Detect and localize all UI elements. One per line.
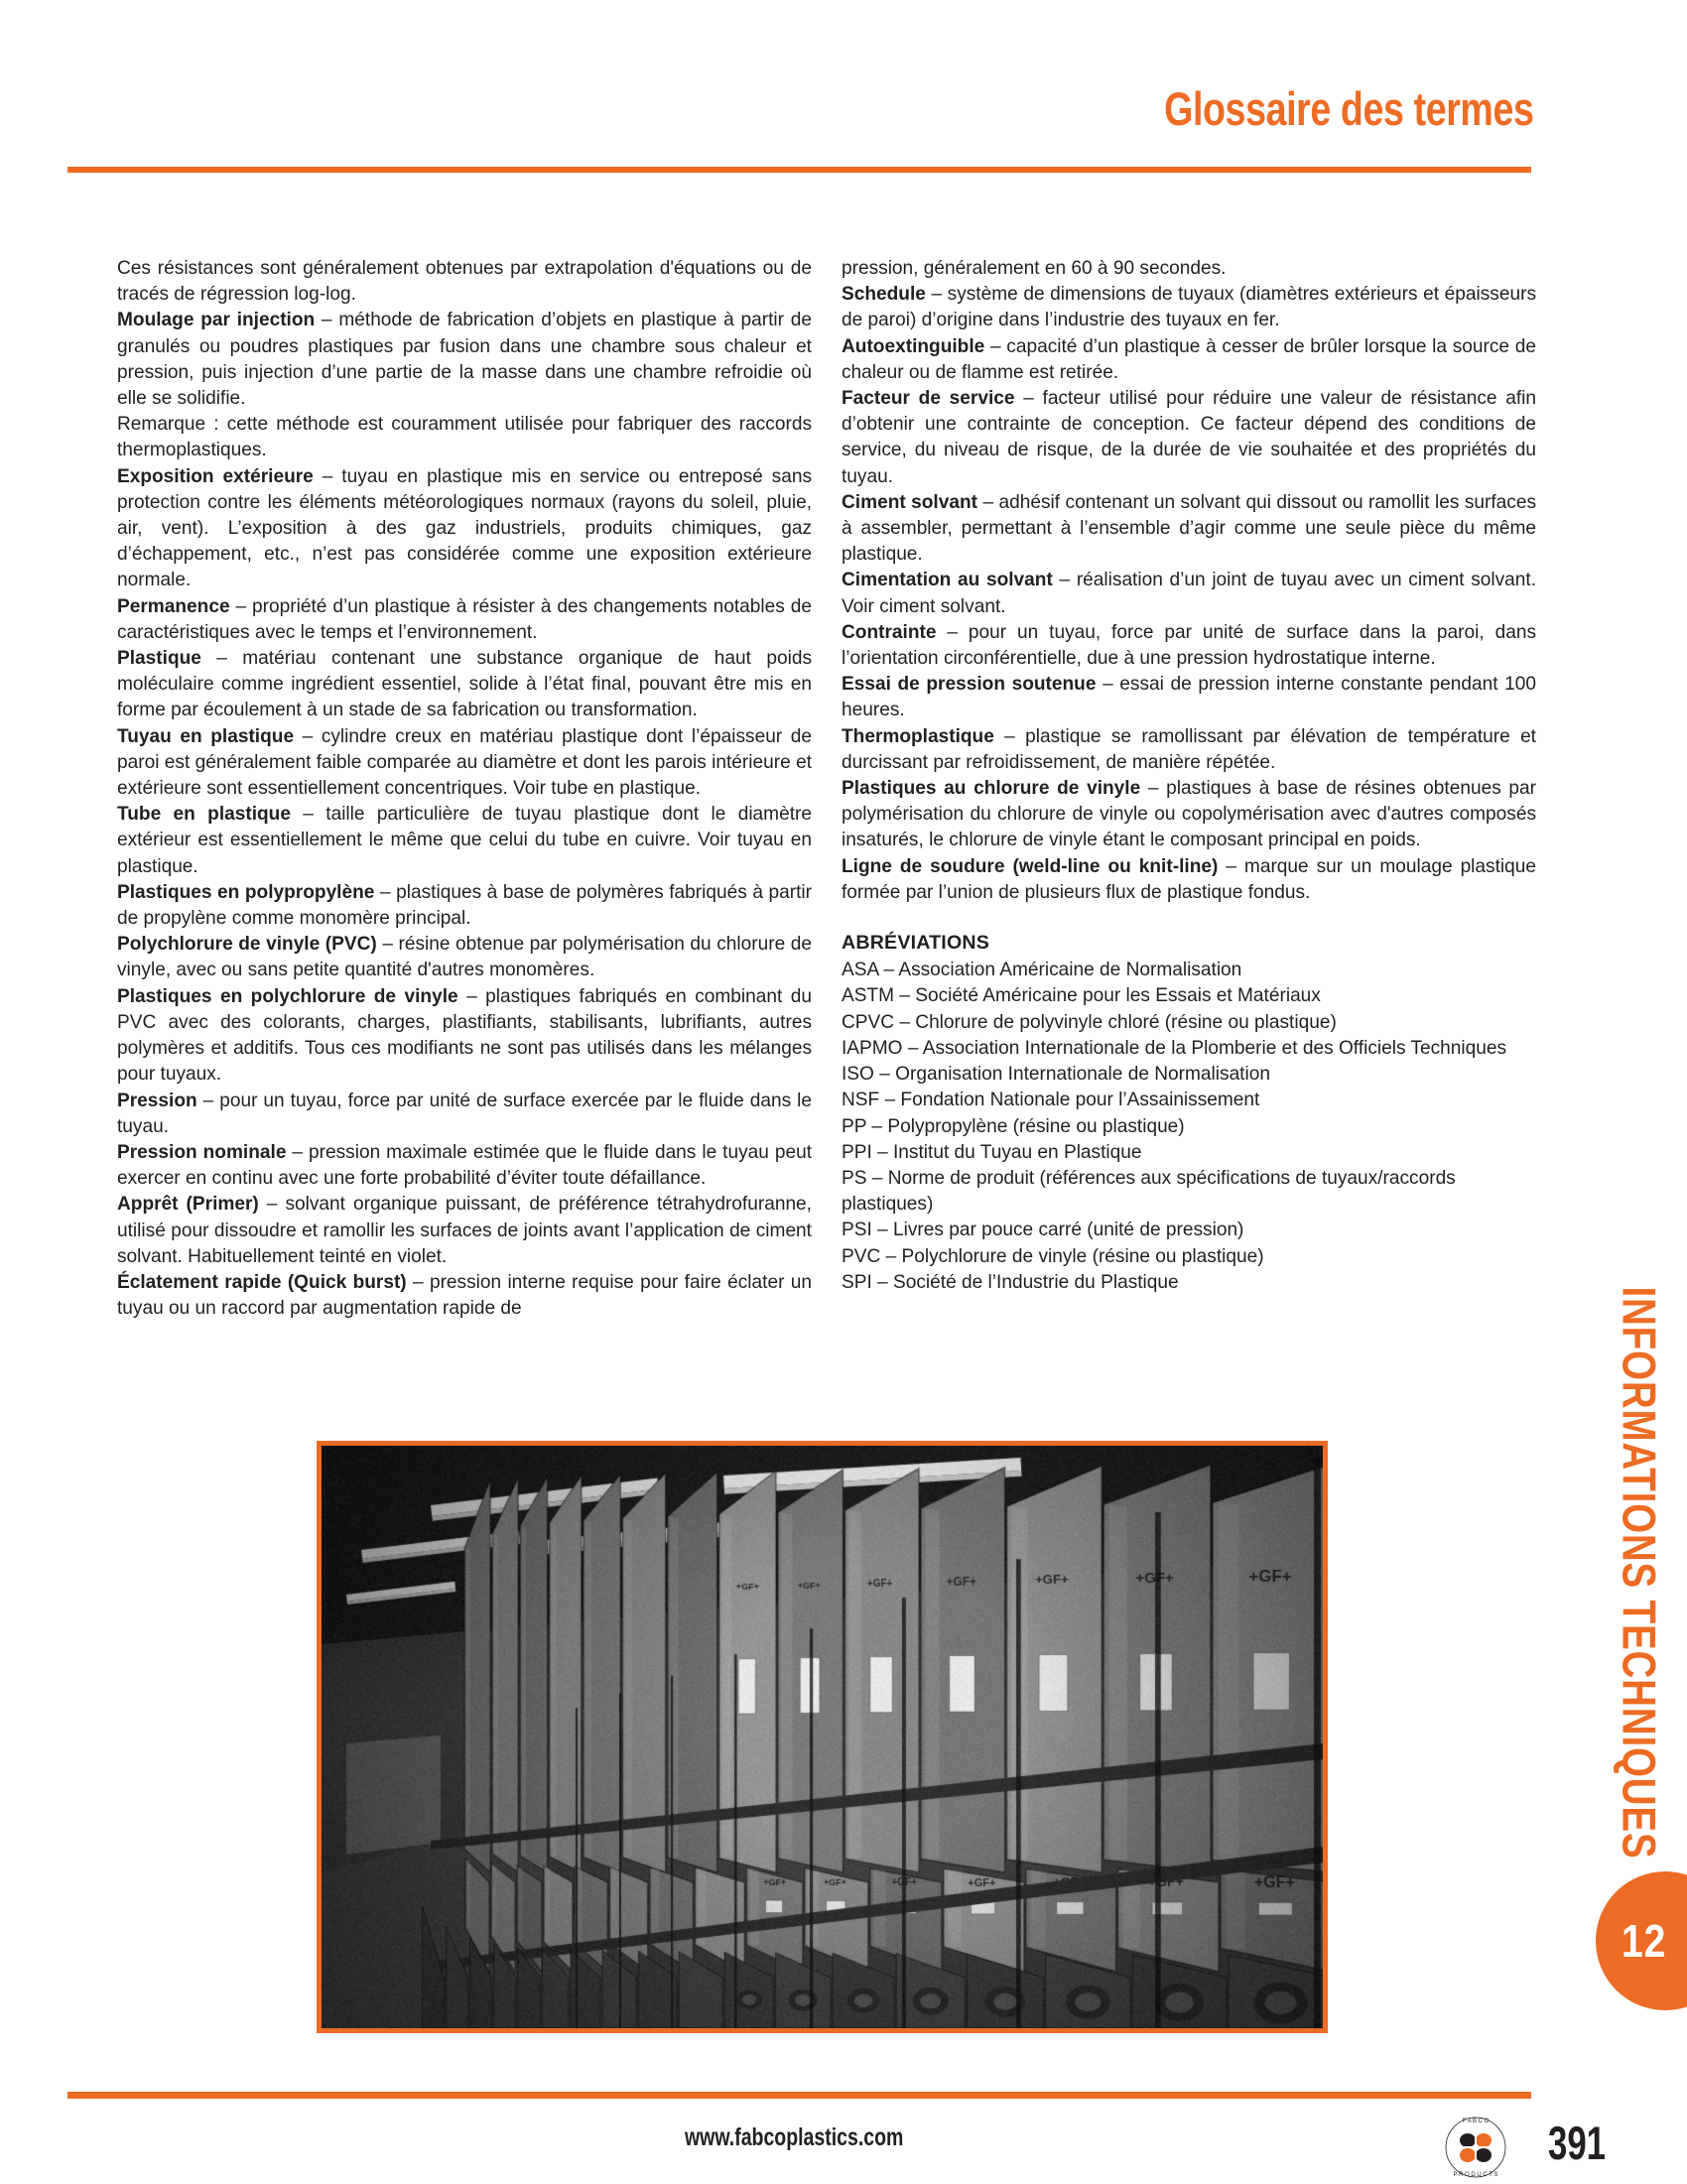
glossary-definition: – propriété d’un plastique à résister à des changements notables de caractéristiques avec le temps et l’environnement.: [117, 595, 812, 643]
glossary-definition: – marque sur un moulage plastique formée par l’union de plusieurs flux de plastique fondus.: [842, 855, 1536, 903]
glossary-term: Apprêt (Primer): [117, 1194, 259, 1216]
glossary-term: Tube en plastique: [117, 804, 291, 826]
glossary-entry: [842, 490, 1536, 569]
glossary-term: Autoextinguible: [842, 335, 985, 357]
glossary-definition: – solvant organique puissant, de préférence tétrahydrofuranne, utilisé pour dissoudre et ramollir les surfaces de joints avant l’application de ciment solvant. Habituellement teinté en violet.: [117, 1194, 812, 1267]
glossary-term: Contrainte: [842, 621, 937, 643]
fabco-products-logo-icon: [1444, 2116, 1507, 2179]
glossary-term: Essai de pression soutenue: [842, 674, 1097, 696]
glossary-term: Plastique: [117, 648, 201, 670]
right-text-column: [842, 256, 1536, 1296]
glossary-term: Thermoplastique: [842, 725, 994, 747]
glossary-entry: [117, 464, 812, 594]
glossary-entry: [117, 1140, 812, 1192]
glossary-definition: – pour un tuyau, force par unité de surface exercée par le fluide dans le tuyau.: [117, 1090, 812, 1137]
glossary-entry: [842, 776, 1536, 854]
glossary-entry: [117, 802, 812, 880]
glossary-definition: – plastiques fabriqués en combinant du PVC avec des colorants, charges, plastifiants, stabilisants, lubrifiants, autres polymères et additifs. Tous ces modifiants ne sont pas utilisés dans les mélanges pour tuyaux.: [117, 985, 812, 1086]
glossary-definition: – adhésif contenant un solvant qui dissout ou ramollit les surfaces à assembler, permettant à l’ensemble d’agir comme une seule pièce du même plastique.: [842, 491, 1537, 566]
glossary-entry: [842, 672, 1536, 723]
abbreviation-item: SPI – Société de l’Industrie du Plastique: [842, 1271, 1179, 1293]
glossary-definition: – capacité d’un plastique à cesser de brûler lorsque la source de chaleur ou de flamme est retirée.: [842, 335, 1536, 383]
glossary-definition: – facteur utilisé pour réduire une valeur de résistance afin d’obtenir une contrainte de conception. Ce facteur dépend des conditions de service, du niveau de risque, de la durée de vie souhaitée et des propriétés du tuyau.: [842, 388, 1536, 487]
abbreviation-item: PS – Norme de produit (références aux spécifications de tuyaux/raccords plastiques): [842, 1167, 1456, 1216]
glossary-term: Polychlorure de vinyle (PVC): [117, 934, 377, 956]
glossary-definition: – pression maximale estimée que le fluide dans le tuyau peut exercer en continu avec une forte probabilité d’éviter toute défaillance.: [117, 1141, 812, 1190]
left-text-column: [117, 256, 812, 1322]
glossary-term: Plastiques en polychlorure de vinyle: [117, 985, 458, 1007]
warehouse-photo-frame: [317, 1441, 1328, 2033]
glossary-term: Pression nominale: [117, 1141, 287, 1163]
glossary-definition: – système de dimensions de tuyaux (diamètres extérieurs et épaisseurs de paroi) d’origine dans l’industrie des tuyaux en fer.: [842, 284, 1536, 331]
glossary-term: Tuyau en plastique: [117, 725, 295, 747]
glossary-definition: – cylindre creux en matériau plastique dont l’épaisseur de paroi est généralement faible comparée au diamètre et dont les parois intérieure et extérieure sont essentiellement concentriques. Voir tube en plastique.: [117, 725, 812, 800]
glossary-definition: – tuyau en plastique mis en service ou entreposé sans protection contre les éléments météorologiques normaux (rayons du soleil, pluie, air, vent). L’exposition à des gaz industriels, produits chimiques, gaz d’échappement, etc., n’est pas considérée comme une exposition extérieure normale.: [117, 465, 812, 591]
glossary-definition: – résine obtenue par polymérisation du chlorure de vinyle, avec ou sans petite quantité d'autres monomères.: [117, 934, 812, 981]
abbreviation-item: NSF – Fondation Nationale pour l’Assainissement: [842, 1090, 1260, 1111]
glossary-entry: [117, 594, 812, 646]
abbreviations-list: [842, 958, 1536, 1296]
glossary-entry: [842, 282, 1536, 333]
glossary-definition: – taille particulière de tuyau plastique dont le diamètre extérieur est essentiellement le même que celui du tube en cuivre. Voir tuyau en plastique.: [117, 804, 812, 877]
glossary-entry: [117, 1270, 812, 1322]
glossary-entry: [117, 308, 812, 412]
abbreviations-heading: ABRÉVIATIONS: [842, 932, 989, 955]
glossary-entry: [117, 1089, 812, 1140]
glossary-entry: [842, 334, 1536, 386]
abbreviation-item: CPVC – Chlorure de polyvinyle chloré (résine ou plastique): [842, 1011, 1337, 1033]
glossary-definition: – plastique se ramollissant par élévation de température et durcissant par refroidissement, de manière répétée.: [842, 725, 1536, 773]
glossary-term: Facteur de service: [842, 388, 1015, 410]
glossary-definition: pression, généralement en 60 à 90 secondes.: [842, 258, 1227, 279]
side-tab-label: INFORMATIONS TECHNIQUES: [1613, 1286, 1666, 1860]
glossary-entry: [117, 724, 812, 803]
abbreviation-item: ISO – Organisation Internationale de Normalisation: [842, 1064, 1270, 1086]
glossary-term: Permanence: [117, 595, 230, 617]
warehouse-photo: [322, 1446, 1323, 2028]
glossary-entry: [117, 932, 812, 983]
abbreviation-item: ASTM – Société Américaine pour les Essais et Matériaux: [842, 985, 1321, 1007]
footer-page-number: 391: [1548, 2117, 1607, 2169]
glossary-entry: [842, 620, 1536, 672]
glossary-entry: [117, 984, 812, 1089]
abbreviation-item: PP – Polypropylène (résine ou plastique): [842, 1115, 1185, 1137]
glossary-term: Cimentation au solvant: [842, 570, 1053, 591]
glossary-entry: [842, 724, 1536, 776]
glossary-entry: [842, 854, 1536, 906]
abbreviation-item: PVC – Polychlorure de vinyle (résine ou plastique): [842, 1245, 1264, 1267]
glossary-entry: [117, 256, 812, 308]
abbreviations-section: [842, 930, 1536, 1296]
glossary-entry: [117, 880, 812, 932]
glossary-definition: – essai de pression interne constante pendant 100 heures.: [842, 674, 1536, 721]
glossary-term: Schedule: [842, 284, 926, 306]
glossary-definition: – méthode de fabrication d’objets en plastique à partir de granulés ou poudres plastiques par fusion dans une chambre sous chaleur et pression, puis injection d’une partie de la masse dans une chambre refroidie où elle se solidifie.: [117, 310, 812, 410]
glossary-entry: [842, 256, 1536, 282]
glossary-entry: [117, 1192, 812, 1270]
abbreviation-item: ASA – Association Américaine de Normalisation: [842, 960, 1242, 981]
glossary-definition: – pression interne requise pour faire éclater un tuyau ou un raccord par augmentation rapide de: [117, 1271, 812, 1320]
glossary-term: Ciment solvant: [842, 491, 978, 513]
glossary-term: Plastiques au chlorure de vinyle: [842, 778, 1141, 800]
glossary-term: Exposition extérieure: [117, 465, 314, 487]
section-side-tab: [1592, 1235, 1687, 1910]
glossary-definition: – réalisation d’un joint de tuyau avec un ciment solvant. Voir ciment solvant.: [842, 570, 1536, 617]
footer-divider-rule: [67, 2092, 1531, 2099]
glossary-definition: Ces résistances sont généralement obtenues par extrapolation d'équations ou de tracés de régression log-log.: [117, 258, 812, 306]
chapter-number: 12: [1622, 1915, 1667, 1967]
abbreviation-item: IAPMO – Association Internationale de la Plomberie et des Officiels Techniques: [842, 1037, 1507, 1059]
glossary-definition: – pour un tuyau, force par unité de surface dans la paroi, dans l’orientation circonférentielle, due à une pression hydrostatique interne.: [842, 621, 1536, 670]
glossary-entry: [117, 646, 812, 724]
glossary-term: Éclatement rapide (Quick burst): [117, 1271, 407, 1293]
glossary-definition: – matériau contenant une substance organique de haut poids moléculaire comme ingrédient essentiel, solide à l’état final, pouvant être mis en forme par écoulement à un stade de sa fabrication ou transformation.: [117, 648, 812, 721]
glossary-term: Plastiques en polypropylène: [117, 881, 375, 903]
glossary-definition: – plastiques à base de polymères fabriqués à partir de propylène comme monomère principal.: [117, 881, 812, 930]
glossary-entry: [117, 412, 812, 463]
abbreviation-item: PPI – Institut du Tuyau en Plastique: [842, 1141, 1142, 1163]
glossary-term: Moulage par injection: [117, 310, 316, 331]
abbreviation-item: PSI – Livres par pouce carré (unité de pression): [842, 1220, 1244, 1241]
glossary-definition: – plastiques à base de résines obtenues par polymérisation du chlorure de vinyle ou copolymérisation avec d'autres composés insaturés, le chlorure de vinyle étant le composant principal en poids.: [842, 778, 1536, 851]
glossary-entry: [842, 386, 1536, 490]
svg-text:P R O D U C T S: P R O D U C T S: [1453, 2172, 1498, 2178]
footer-website-url[interactable]: www.fabcoplastics.com: [685, 2123, 904, 2151]
glossary-entry: [842, 568, 1536, 619]
svg-text:F A B C O: F A B C O: [1462, 2119, 1490, 2124]
glossary-term: Ligne de soudure (weld-line ou knit-line): [842, 855, 1219, 877]
glossary-term: Pression: [117, 1090, 197, 1111]
page-title: Glossaire des termes: [1163, 82, 1533, 135]
right-column-paragraphs: [842, 256, 1536, 906]
glossary-definition: Remarque : cette méthode est couramment utilisée pour fabriquer des raccords thermoplastiques.: [117, 414, 812, 461]
